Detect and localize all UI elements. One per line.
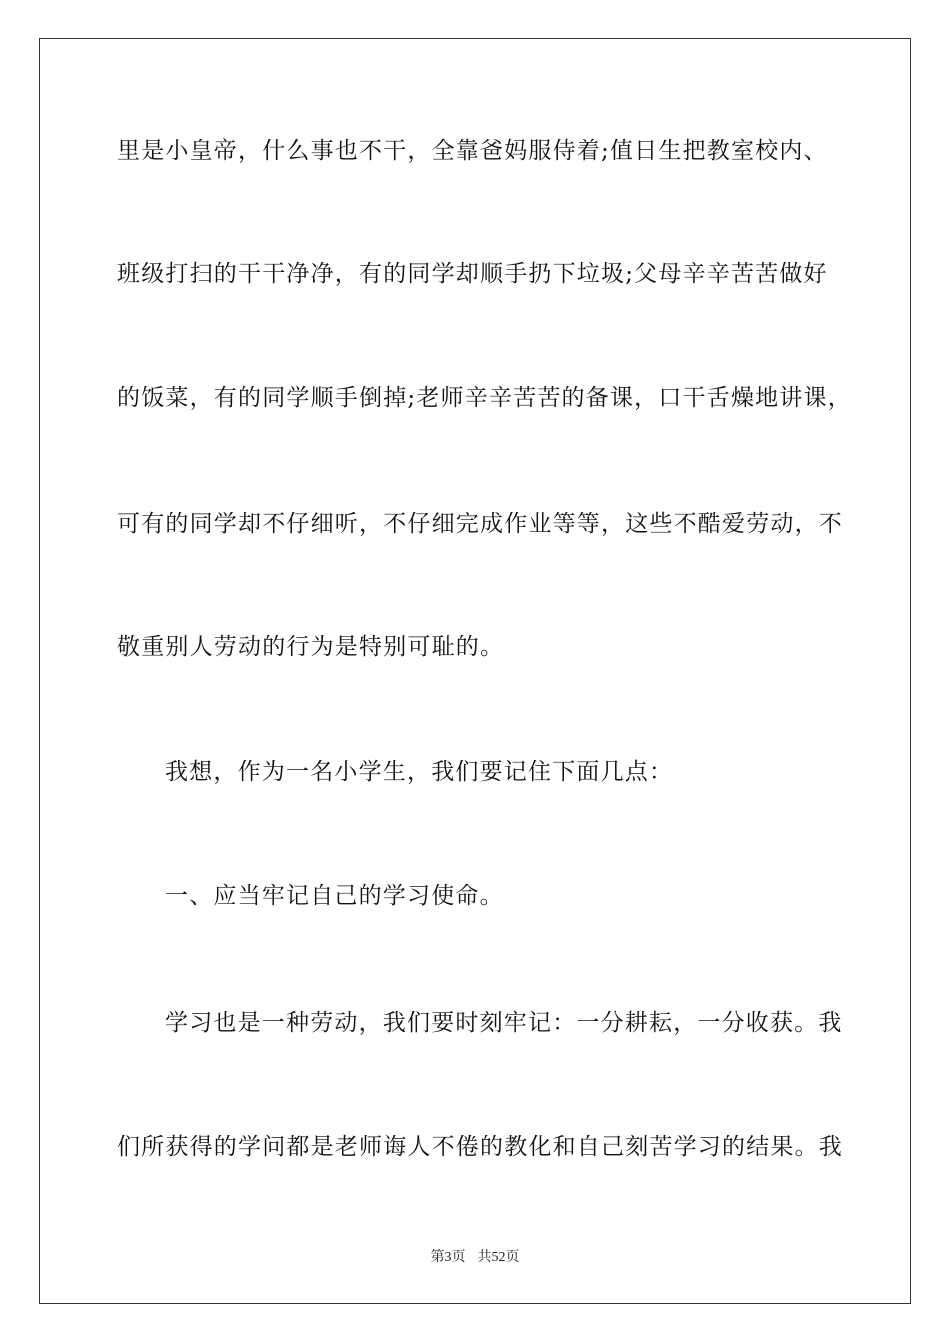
body-text-line-9: 们所获得的学问都是老师诲人不倦的教化和自己刻苦学习的结果。我 xyxy=(117,1134,843,1160)
paragraph-intro: 我想，作为一名小学生，我们要记住下面几点： xyxy=(165,759,674,785)
page-total: 共52页 xyxy=(477,1250,520,1265)
body-text-line-5: 敬重别人劳动的行为是特别可耻的。 xyxy=(117,634,505,660)
body-text-line-3: 的饭菜，有的同学顺手倒掉;老师辛辛苦苦的备课，口干舌燥地讲课， xyxy=(117,385,852,411)
page-number: 第3页 xyxy=(430,1250,466,1265)
body-text-line-1: 里是小皇帝，什么事也不干，全靠爸妈服侍着;值日生把教室校内、 xyxy=(117,138,828,164)
page-footer xyxy=(0,1246,950,1266)
page-border xyxy=(39,38,911,1304)
body-text-line-8: 学习也是一种劳动，我们要时刻牢记：一分耕耘，一分收获。我 xyxy=(165,1010,843,1036)
body-text-line-4: 可有的同学却不仔细听，不仔细完成作业等等，这些不酷爱劳动，不 xyxy=(117,511,843,537)
list-item-heading: 一、应当牢记自己的学习使命。 xyxy=(165,883,504,909)
body-text-line-2: 班级打扫的干干净净，有的同学却顺手扔下垃圾;父母辛辛苦苦做好 xyxy=(117,261,828,287)
